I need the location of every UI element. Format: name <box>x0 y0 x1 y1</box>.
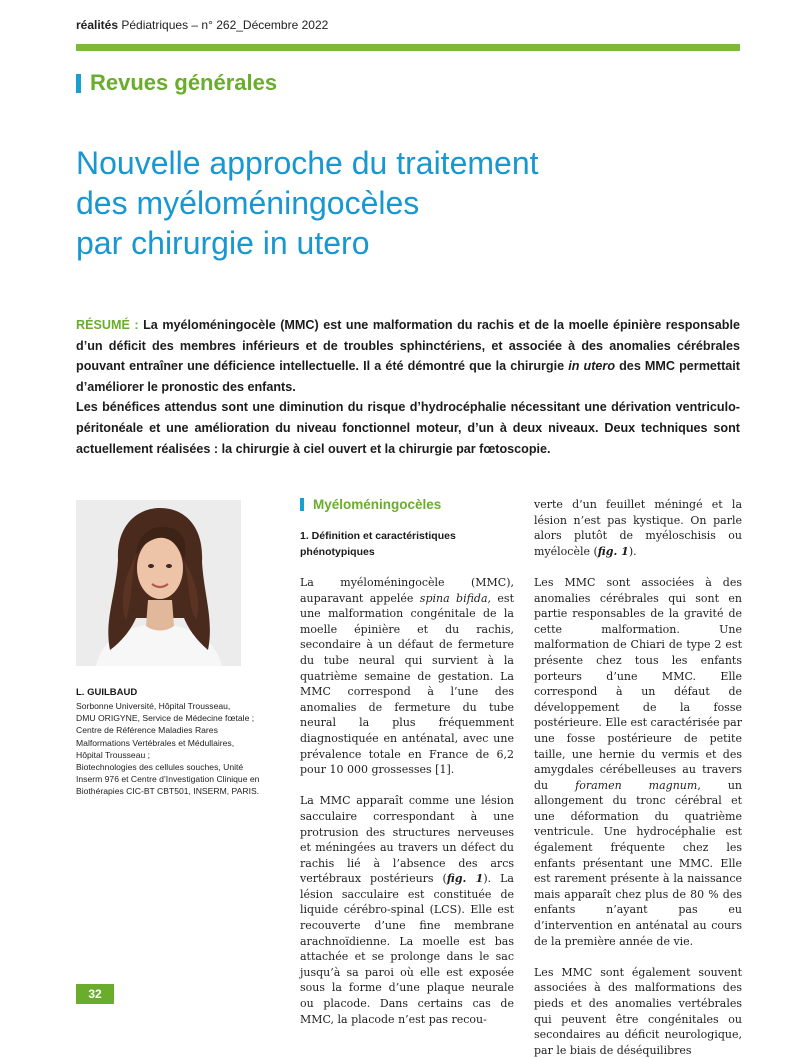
section-label: Revues générales <box>90 70 278 95</box>
body-text: , est une malformation congénitale de la moelle épinière et du rachis, secondaire à un défaut de fermeture du tube neural qui survient à la quatrième semaine de gestation. La MMC correspond à l’une des anomalies de fermeture du tube neural la plus fréquemment diagnostiquée en anténatal, avec une prévalence totale en France de 6,2 pour 10 000 grossesses [1]. <box>300 591 514 777</box>
section-marker <box>76 74 81 93</box>
header-rule <box>76 44 740 51</box>
abstract-paragraph <box>76 315 740 397</box>
abstract-label: RÉSUMÉ : <box>76 318 139 332</box>
affiliation-line: Centre de Référence Maladies Rares <box>76 725 218 736</box>
affiliation-line: Malformations Vertébrales et Médullaires, <box>76 737 235 748</box>
body-paragraph: Les MMC sont également souvent associées à des malformations des pieds et des anomalies vertébrales qui peuvent être congénitales ou secondaires au déficit neurologique, par le biais de déséquilibres <box>534 965 742 1057</box>
section-tag <box>76 70 277 96</box>
body-text: La MMC apparaît comme une lésion sacculaire correspondant à une protrusion des structures nerveuses et méningées au travers un défect du rachis lié à l’absence des arcs vertébraux postérieurs ( <box>300 794 514 886</box>
subsection-marker <box>300 498 304 511</box>
abstract-text: des MMC permettait d’améliorer le pronostic des enfants. <box>76 359 740 394</box>
abstract <box>76 315 740 459</box>
body-text: ). La lésion sacculaire est constituée de liquide cérébro-spinal (LCS). Elle est recouverte d’une fine membrane arachnoïdienne. La moelle est bas attachée et se prolonge dans le sac jusqu’à sa paroi où elle est exposée sous la forme d’une plaque neurale ou placode. Dans certains cas de MMC, la placode n’est pas recou- <box>300 872 514 1026</box>
page-number: 32 <box>76 984 114 1004</box>
article-title <box>76 143 716 263</box>
author-portrait-image <box>76 500 241 666</box>
running-header <box>76 18 328 32</box>
affiliation-line: DMU ORIGYNE, Service de Médecine fœtale ; <box>76 713 255 724</box>
body-column-2 <box>534 497 742 1058</box>
body-paragraph <box>534 497 742 559</box>
abstract-text: La myéloméningocèle (MMC) est une malformation du rachis et de la moelle épinière responsable d’un déficit des membres inférieurs et de troubles sphinctériens, et associée à des anomalies cérébrales pouvant entraîner une déficience intellectuelle. Il a été démontré que la chirurgie <box>76 318 740 374</box>
body-text: , un allongement du tronc cérébral et une déformation du quatrième ventricule. Une hydrocéphalie est également fréquente chez les enfants présentant une MMC. Elle est rarement présente à la naissance mais apparaît chez plus de 80 % des enfants n’ayant pas eu d’intervention en anténatal au cours de la première année de vie. <box>534 778 743 948</box>
title-line: des myéloméningocèles <box>76 185 420 221</box>
subsection-tag <box>300 497 441 512</box>
affiliation-line: Biothérapies CIC-BT CBT501, INSERM, PARIS. <box>76 786 260 797</box>
subsection-title: Myéloméningocèles <box>313 497 442 512</box>
subheading: 1. Définition et caractéristiques phénotypiques <box>300 530 456 558</box>
author-affiliation <box>76 700 281 798</box>
abstract-italic: in utero <box>568 359 616 374</box>
journal-name: réalités <box>76 18 119 32</box>
title-line: Nouvelle approche du traitement <box>76 145 539 181</box>
author-photo <box>76 500 241 666</box>
body-text: verte d’un feuillet méningé et la lésion n’est pas kystique. On parle alors plutôt de myéloschisis ou myélocèle ( <box>534 498 742 558</box>
body-text: Les MMC sont associées à des anomalies cérébrales qui sont en partie responsables de la gravité de cette malformation. Une malformation de Chiari de type 2 est présente chez tous les enfants porteurs d’une MMC. Elle correspond à un défaut de développement de la fosse postérieure. Elle est caractérisée par une fosse postérieure de petite taille, une hernie du vermis et des amygdales cérébelleuses au travers du <box>534 575 742 792</box>
body-italic: foramen magnum <box>575 778 698 792</box>
title-line: par chirurgie in utero <box>76 225 370 261</box>
author-name: L. GUILBAUD <box>76 687 138 698</box>
affiliation-line: Hôpital Trousseau ; <box>76 749 151 760</box>
figure-reference: fig. 1 <box>446 872 484 886</box>
affiliation-line: Inserm 976 et Centre d’Investigation Clinique en <box>76 774 260 785</box>
body-paragraph <box>534 575 742 949</box>
body-paragraph <box>300 793 514 1027</box>
body-column-1 <box>300 575 514 1027</box>
abstract-paragraph: Les bénéfices attendus sont une diminution du risque d’hydrocéphalie nécessitant une dérivation ventriculo-péritonéale et une amélioration du niveau fonctionnel moteur, d’un à deux niveaux. Deux techniques sont actuellement réalisées : la chirurgie à ciel ouvert et la chirurgie par fœtoscopie. <box>76 400 740 456</box>
figure-reference: fig. 1 <box>597 544 629 558</box>
body-text: La myéloméningocèle (MMC), auparavant appelée <box>300 576 514 605</box>
affiliation-line: Sorbonne Université, Hôpital Trousseau, <box>76 701 231 711</box>
body-paragraph <box>300 575 514 778</box>
body-italic: spina bifida <box>419 591 488 605</box>
body-text: ). <box>628 544 637 558</box>
affiliation-line: Biotechnologies des cellules souches, Unité <box>76 762 244 773</box>
issue-info: Pédiatriques – n° 262_Décembre 2022 <box>118 18 329 32</box>
